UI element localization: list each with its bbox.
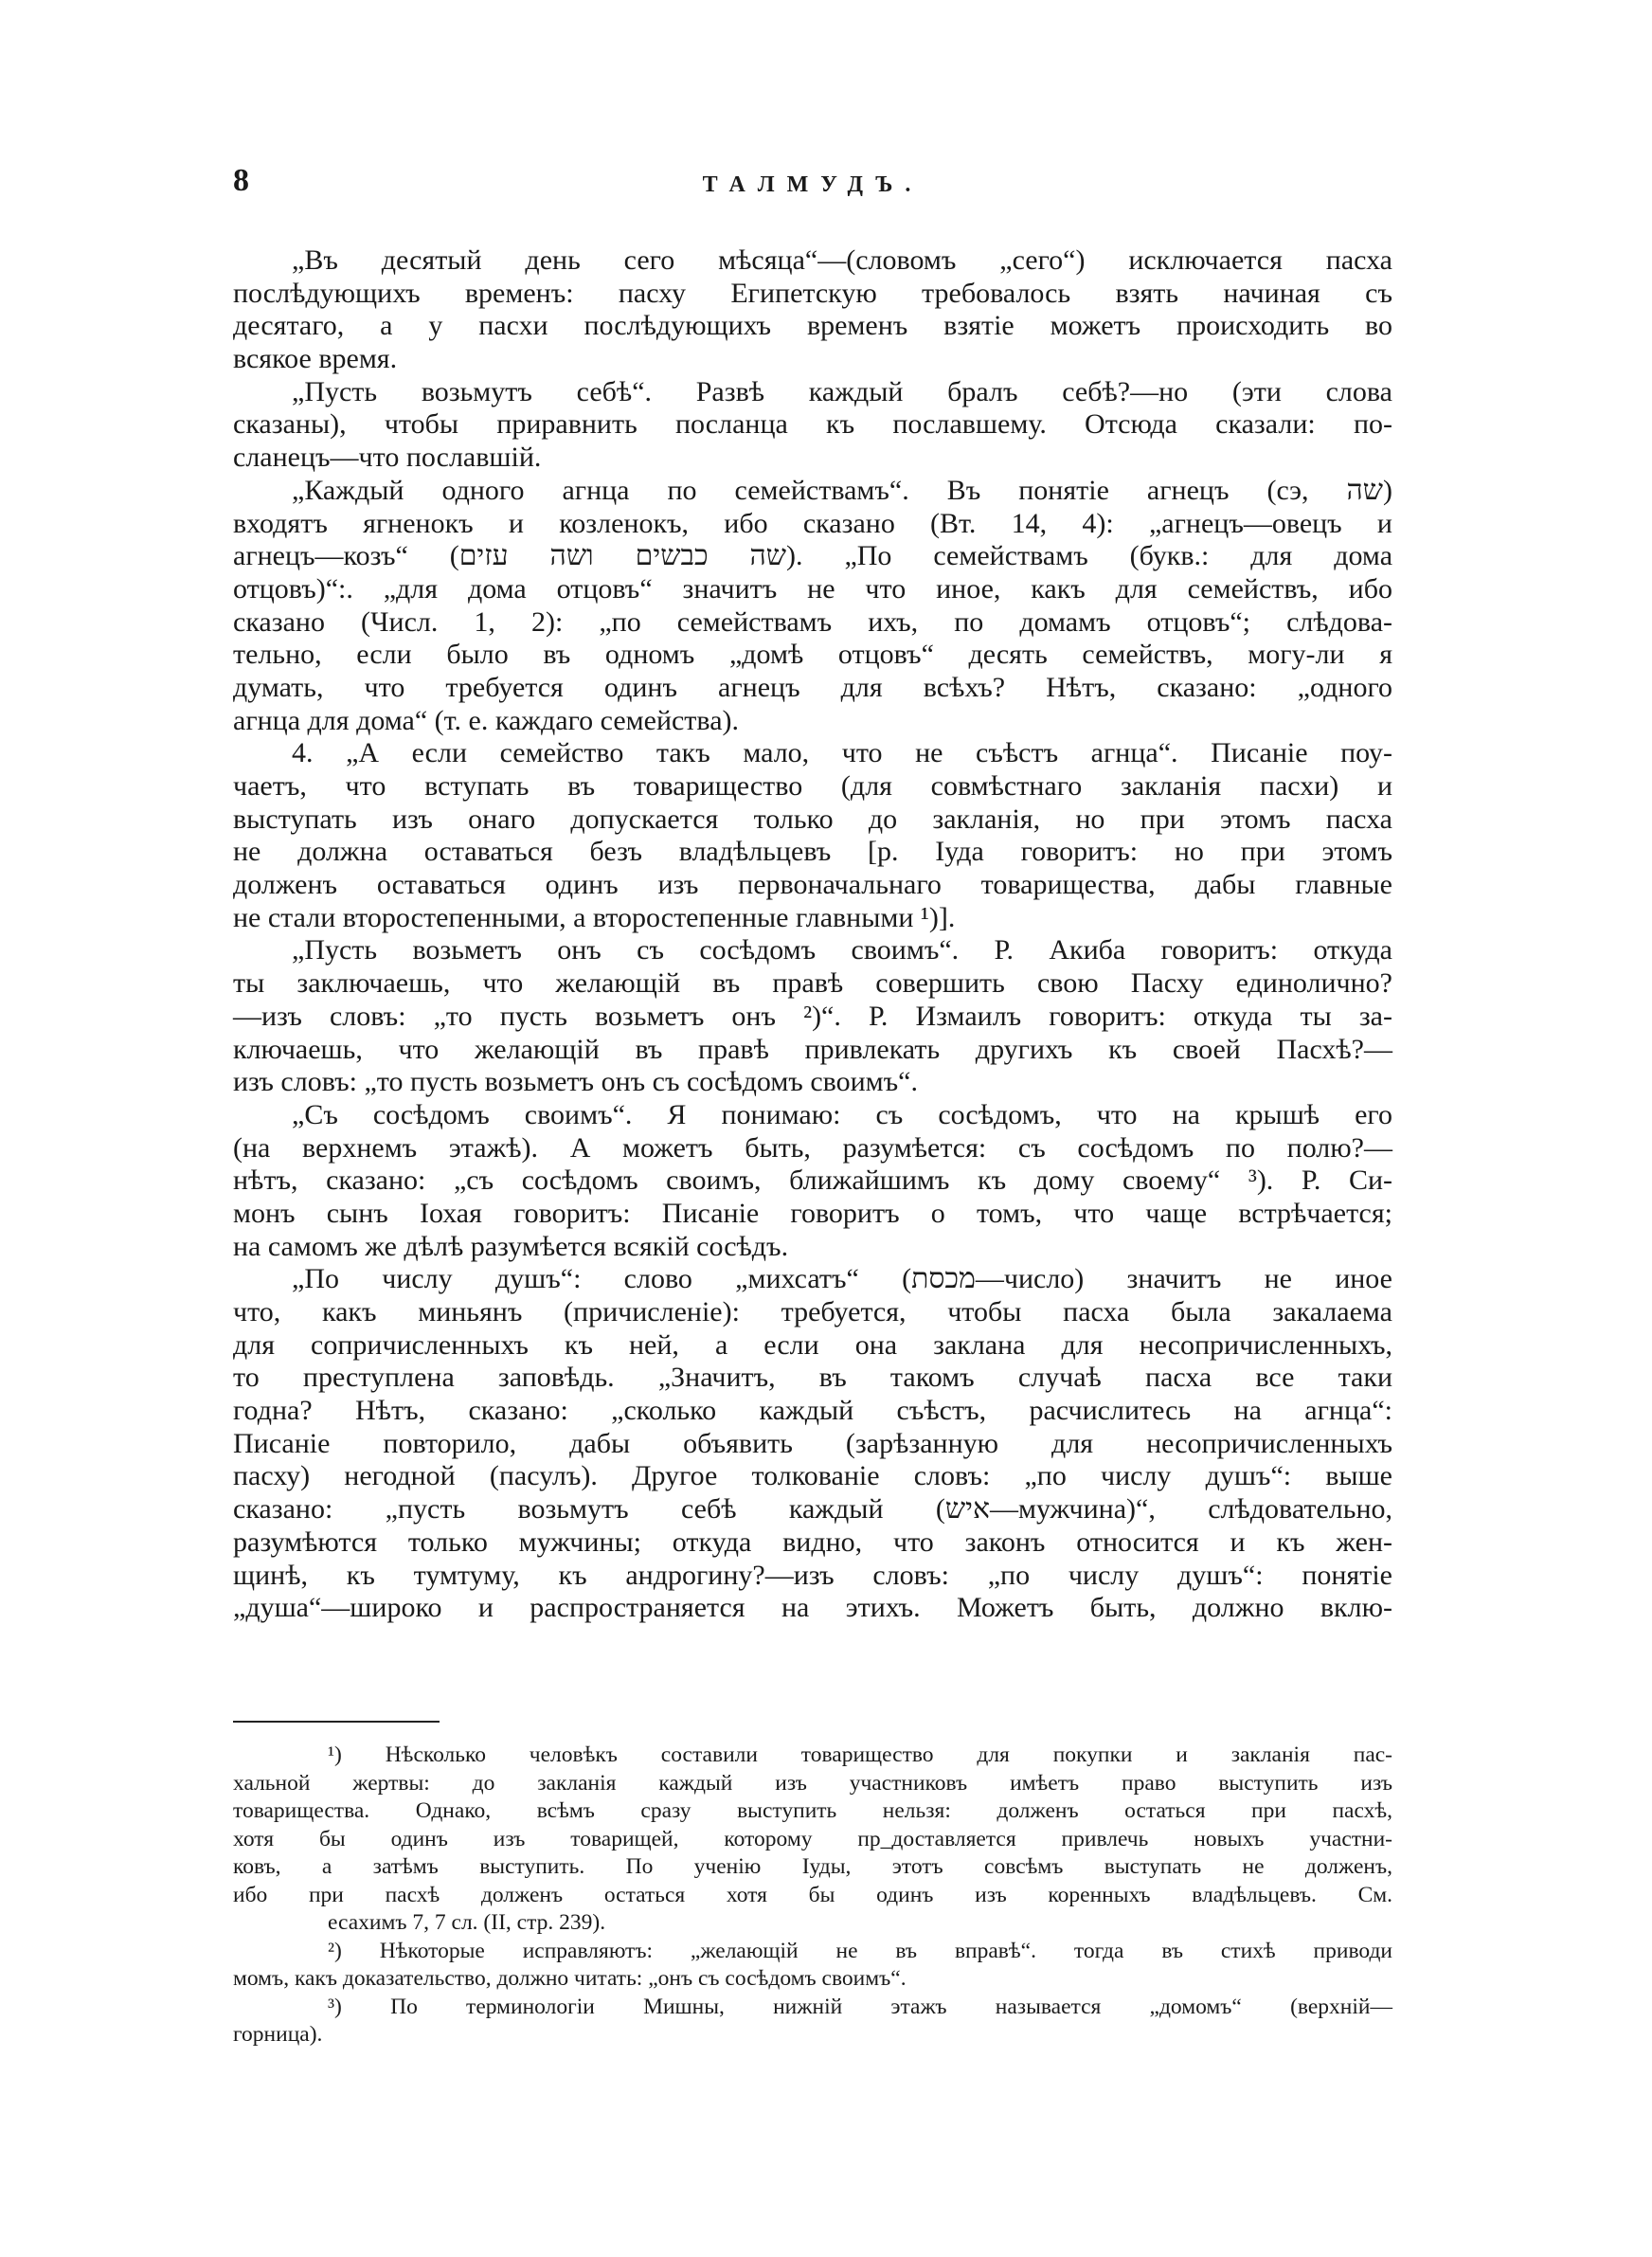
footnote-line: хальной жертвы: до закланія каждый изъ участниковъ имѣетъ право выступить изъ	[233, 1770, 1392, 1796]
text-line: сказано (Числ. 1, 2): „по семействамъ ихъ, по домамъ отцовъ“; слѣдова-	[233, 605, 1392, 638]
text-line: выступать изъ онаго допускается только до закланія, но при этомъ пасха	[233, 803, 1392, 835]
text-line: не стали второстепенными, а второстепенные главными ¹)].	[233, 901, 956, 933]
text-line: „Пусть возьметъ онъ съ сосѣдомъ своимъ“. Р. Акиба говоритъ: откуда	[292, 934, 1392, 966]
footnote-line: ковъ, а затѣмъ выступить. По ученію Іуды, этотъ совсѣмъ выступать не долженъ,	[233, 1854, 1392, 1879]
page-number: 8	[233, 163, 249, 198]
text-line: изъ словъ: „то пусть возьметъ онъ съ сосѣдомъ своимъ“.	[233, 1066, 918, 1098]
text-line: сказаны), чтобы приравнить посланца къ пославшему. Отсюда сказали: по-	[233, 408, 1392, 441]
text-line: для сопричисленныхъ къ ней, а если она заклана для несопричисленныхъ,	[233, 1328, 1392, 1361]
text-line: „Въ десятый день сего мѣсяца“—(словомъ „сего“) исключается пасха	[292, 244, 1392, 276]
text-line: „душа“—широко и распространяется на этихъ. Можетъ быть, должно вклю-	[233, 1592, 1392, 1624]
text-line: годна? Нѣтъ, сказано: „сколько каждый съѣстъ, расчислитесь на агнца“:	[233, 1395, 1392, 1427]
text-line: нѣтъ, сказано: „съ сосѣдомъ своимъ, ближайшимъ къ дому своему“ ³). Р. Си-	[233, 1165, 1392, 1197]
text-line: „Съ сосѣдомъ своимъ“. Я понимаю: съ сосѣдомъ, что на крышѣ его	[292, 1098, 1392, 1130]
text-line: чаетъ, что вступать въ товарищество (для совмѣстнаго закланія пасхи) и	[233, 770, 1392, 802]
text-line: всякое время.	[233, 343, 398, 375]
text-line: сказано: „пусть возьмутъ себѣ каждый (איש—мужчина)“, слѣдовательно,	[233, 1493, 1392, 1526]
text-line: сланецъ—что пославшій.	[233, 442, 542, 474]
text-line: „По числу душъ“: слово „михсатъ“ (מכסת—число) значитъ не иное	[292, 1263, 1392, 1295]
text-line: думать, что требуется одинъ агнецъ для всѣхъ? Нѣтъ, сказано: „одного	[233, 671, 1392, 703]
text-line: 4. „А если семейство такъ мало, что не съѣстъ агнца“. Писаніе поу-	[292, 737, 1392, 769]
text-line: агнецъ—козъ“ (שה כבשים ושה עזים). „По семействамъ (букв.: для дома	[233, 540, 1393, 572]
page-header	[233, 163, 1392, 210]
footnote-line: ибо при пасхѣ долженъ остаться хотя бы одинъ изъ коренныхъ владѣльцевъ. См.	[233, 1882, 1392, 1907]
text-line: агнца для дома“ (т. е. каждаго семейства).	[233, 704, 739, 736]
text-line: то преступлена заповѣдь. „Значитъ, въ такомъ случаѣ пасха все таки	[233, 1362, 1392, 1394]
footnote-line: момъ, какъ доказательство, должно читать: „онъ съ сосѣдомъ своимъ“.	[233, 1966, 907, 1991]
text-line: что, какъ миньянъ (причисленіе): требуется, чтобы пасха была закалаема	[233, 1296, 1392, 1327]
text-line: послѣдующихъ временъ: пасху Египетскую требовалось взять начиная съ	[233, 277, 1392, 309]
text-line: долженъ оставаться одинъ изъ первоначальнаго товарищества, дабы главные	[233, 869, 1392, 901]
footnote-line: ³) По терминологіи Мишны, нижній этажъ называется „домомъ“ (верхній—	[328, 1994, 1392, 2019]
footnote-line: ²) Нѣкоторые исправляютъ: „желающій не въ вправѣ“. тогда въ стихѣ приводи	[328, 1938, 1392, 1963]
footnote-line: хотя бы одинъ изъ товарищей, которому пр_доставляется привлечь новыхъ участни-	[233, 1826, 1392, 1851]
footnote-line: ¹) Нѣсколько человѣкъ составили товарищество для покупки и закланія пас-	[328, 1742, 1392, 1767]
text-line: не должна оставаться безъ владѣльцевъ [р. Іуда говоритъ: но при этомъ	[233, 836, 1392, 868]
text-line: ключаешь, что желающій въ правѣ привлекать другихъ къ своей Пасхѣ?—	[233, 1033, 1392, 1065]
text-line: на самомъ же дѣлѣ разумѣется всякій сосѣдъ.	[233, 1230, 789, 1262]
text-line: разумѣются только мужчины; откуда видно, что законъ относится и къ жен-	[233, 1526, 1392, 1558]
text-line: отцовъ)“:. „для дома отцовъ“ значитъ не что иное, какъ для семействъ, ибо	[233, 572, 1392, 605]
text-line: тельно, если было въ одномъ „домѣ отцовъ“ десять семействъ, могу-ли я	[233, 639, 1392, 671]
text-line: (на верхнемъ этажѣ). А можетъ быть, разумѣется: съ сосѣдомъ по полю?—	[233, 1131, 1392, 1164]
text-line: Писаніе повторило, дабы объявить (зарѣзанную для несопричисленныхъ	[233, 1427, 1392, 1459]
footnote-line: горница).	[233, 2022, 323, 2047]
text-line: щинѣ, къ тумтуму, къ андрогину?—изъ словъ: „по числу душъ“: понятіе	[233, 1559, 1392, 1591]
text-line: пасху) негодной (пасулъ). Другое толкованіе словъ: „по числу душъ“: выше	[233, 1460, 1392, 1492]
text-line: монъ сынъ Іохая говоритъ: Писаніе говоритъ о томъ, что чаще встрѣчается;	[233, 1197, 1392, 1229]
text-line: входятъ ягненокъ и козленокъ, ибо сказано (Вт. 14, 4): „агнецъ—овецъ и	[233, 507, 1392, 539]
footnotes	[233, 1742, 1392, 2049]
footnote-line: есахимъ 7, 7 сл. (II, стр. 239).	[328, 1910, 606, 1935]
main-text	[233, 244, 1392, 1625]
text-line: „Пусть возьмутъ себѣ“. Развѣ каждый бралъ себѣ?—но (эти слова	[292, 375, 1392, 407]
text-line: „Каждый одного агнца по семействамъ“. Въ понятіе агнецъ (сэ, שה)	[292, 474, 1392, 506]
text-line: —изъ словъ: „то пусть возьметъ онъ ²)“. Р. Измаилъ говоритъ: откуда ты за-	[233, 1000, 1392, 1032]
text-line: десятаго, а у пасхи послѣдующихъ временъ взятіе можетъ происходить во	[233, 310, 1392, 342]
running-title: ТАЛМУДЪ.	[702, 172, 924, 197]
footnote-line: товарищества. Однако, всѣмъ сразу выступить нельзя: долженъ остаться при пасхѣ,	[233, 1798, 1392, 1823]
footnote-divider	[233, 1721, 440, 1723]
text-line: ты заключаешь, что желающій въ правѣ совершить свою Пасху единолично?	[233, 967, 1392, 1000]
